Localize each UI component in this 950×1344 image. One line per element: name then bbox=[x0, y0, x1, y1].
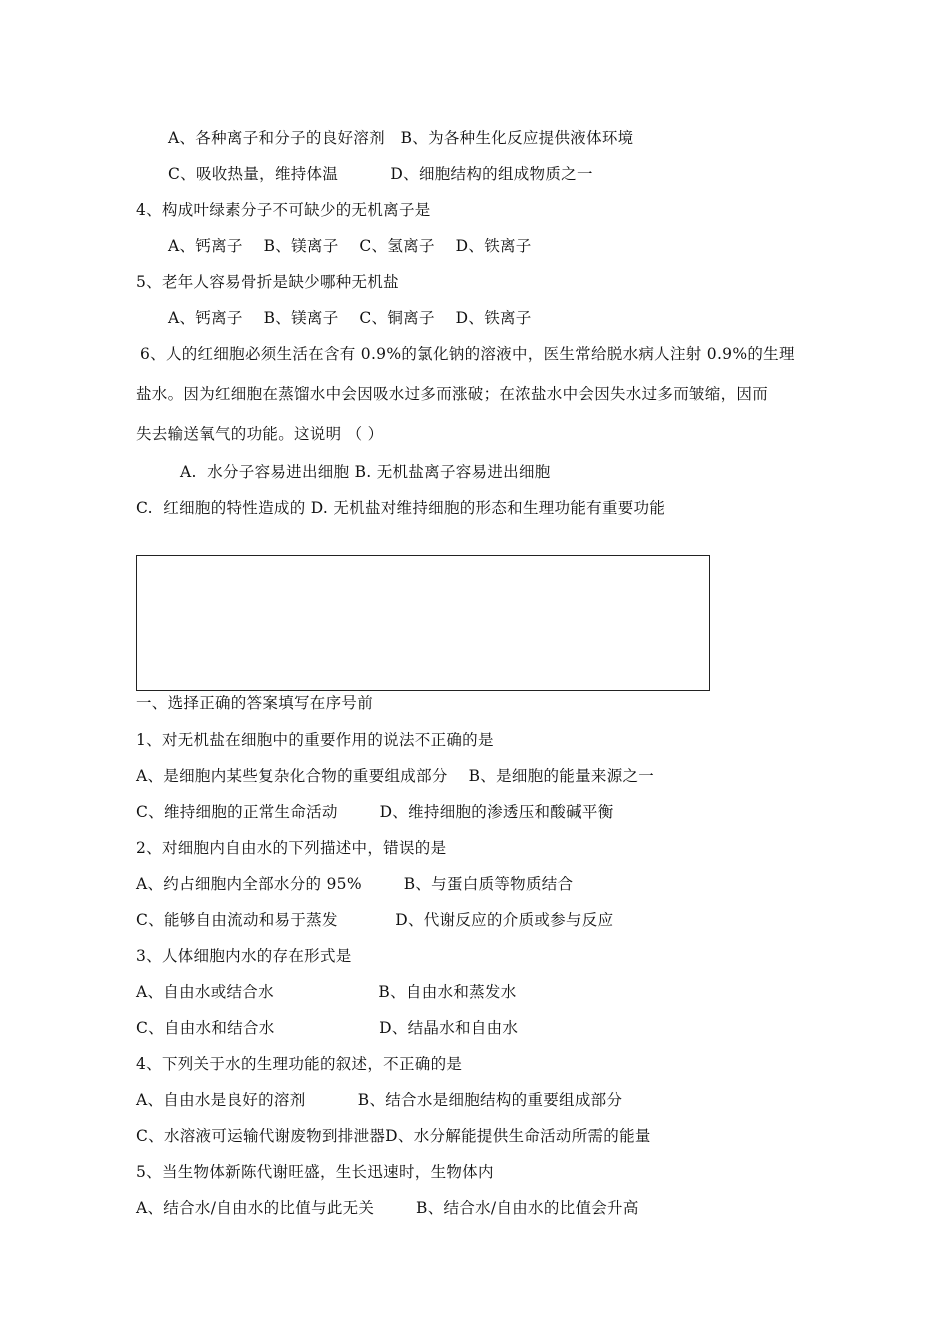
top-q5-options: A、钙离子 B、镁离子 C、铜离子 D、铁离子 bbox=[168, 309, 532, 327]
top-q6-line1: 6、人的红细胞必须生活在含有 0.9%的氯化钠的溶液中，医生常给脱水病人注射 0.9%的生理 bbox=[140, 345, 795, 363]
top-q3-options-ab: A、各种离子和分子的良好溶剂 B、为各种生化反应提供液体环境 bbox=[168, 129, 634, 147]
q3-options-ab: A、自由水或结合水 B、自由水和蒸发水 bbox=[136, 983, 517, 1001]
q3-options-cd: C、自由水和结合水 D、结晶水和自由水 bbox=[136, 1019, 519, 1037]
top-q5-stem: 5、老年人容易骨折是缺少哪种无机盐 bbox=[136, 273, 399, 291]
top-q6-line2: 盐水。因为红细胞在蒸馏水中会因吸水过多而涨破；在浓盐水中会因失水过多而皱缩，因而 bbox=[136, 385, 769, 403]
top-q4-stem: 4、构成叶绿素分子不可缺少的无机离子是 bbox=[136, 201, 431, 219]
q4-options-ab: A、自由水是良好的溶剂 B、结合水是细胞结构的重要组成部分 bbox=[136, 1091, 623, 1109]
top-q6-line3: 失去输送氧气的功能。这说明 （ ） bbox=[136, 425, 384, 443]
top-q3-options-cd: C、吸收热量，维持体温 D、细胞结构的组成物质之一 bbox=[168, 165, 593, 183]
q5-stem: 5、当生物体新陈代谢旺盛，生长迅速时，生物体内 bbox=[136, 1163, 494, 1181]
q4-stem: 4、下列关于水的生理功能的叙述，不正确的是 bbox=[136, 1055, 463, 1073]
q2-options-ab: A、约占细胞内全部水分的 95% B、与蛋白质等物质结合 bbox=[136, 875, 574, 893]
top-q6-options-cd: C. 红细胞的特性造成的 D. 无机盐对维持细胞的形态和生理功能有重要功能 bbox=[136, 499, 666, 517]
q3-stem: 3、人体细胞内水的存在形式是 bbox=[136, 947, 352, 965]
q1-options-ab: A、是细胞内某些复杂化合物的重要组成部分 B、是细胞的能量来源之一 bbox=[136, 767, 655, 785]
section-heading: 一、选择正确的答案填写在序号前 bbox=[136, 694, 374, 712]
q1-options-cd: C、维持细胞的正常生命活动 D、维持细胞的渗透压和酸碱平衡 bbox=[136, 803, 614, 821]
top-q6-options-ab: A. 水分子容易进出细胞 B. 无机盐离子容易进出细胞 bbox=[180, 463, 551, 481]
q5-options-ab: A、结合水/自由水的比值与此无关 B、结合水/自由水的比值会升高 bbox=[136, 1199, 639, 1217]
q4-options-cd: C、水溶液可运输代谢废物到排泄器D、水分解能提供生命活动所需的能量 bbox=[136, 1127, 651, 1145]
q2-options-cd: C、能够自由流动和易于蒸发 D、代谢反应的介质或参与反应 bbox=[136, 911, 614, 929]
q1-stem: 1、对无机盐在细胞中的重要作用的说法不正确的是 bbox=[136, 731, 494, 749]
answer-box bbox=[136, 555, 710, 691]
q2-stem: 2、对细胞内自由水的下列描述中，错误的是 bbox=[136, 839, 447, 857]
top-q4-options: A、钙离子 B、镁离子 C、氢离子 D、铁离子 bbox=[168, 237, 532, 255]
